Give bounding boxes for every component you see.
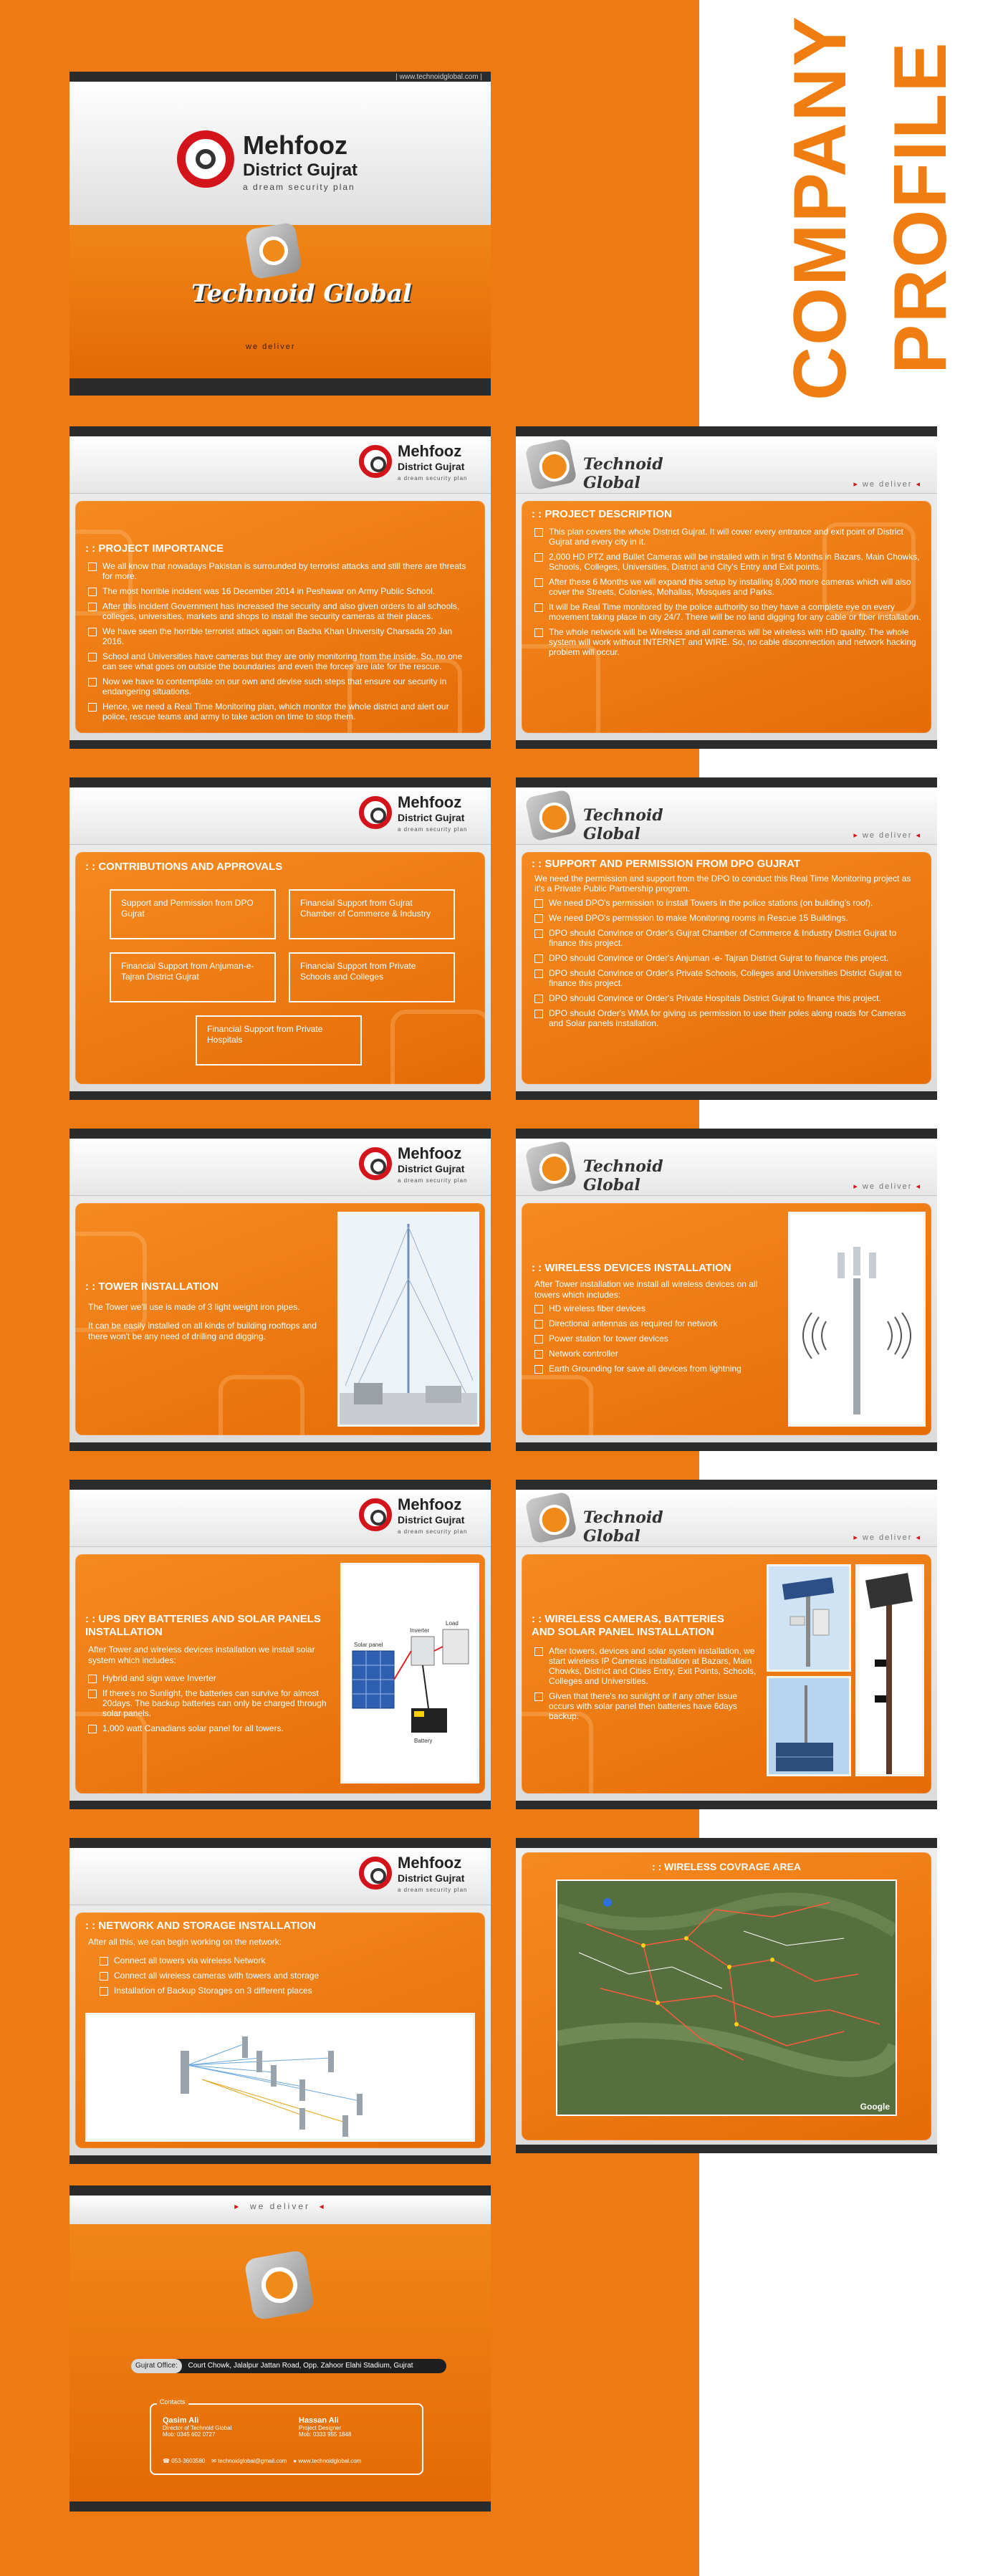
slide-project-importance — [69, 426, 491, 749]
mehfooz-logo — [359, 1143, 481, 1190]
list-item: Directional antennas as required for network — [534, 1318, 778, 1328]
deliver-text: we deliver — [249, 2201, 311, 2211]
mehfooz-tagline: a dream security plan — [243, 182, 355, 192]
logo-title: Mehfooz — [398, 442, 462, 460]
logo-subtitle: District Gujrat — [398, 812, 465, 823]
list-item: DPO should Convince or Order's Anjuman -e- Tajran District Gujrat to finance this project. — [534, 953, 921, 963]
logo-wordmark: Technoid Global — [583, 806, 663, 843]
tower-solar-photo — [767, 1676, 851, 1776]
logo-wordmark: Technoid Global — [583, 1157, 663, 1194]
technoid-emblem-icon — [524, 438, 577, 491]
list-item: After these 6 Months we will expand this setup by installing 8,000 more cameras which will also cover the Streets, Colonies, Mohallas, Mosques and Parks. — [534, 577, 921, 597]
office-address: Court Chowk, Jalalpur Jattan Road, Opp. Zahoor Elahi Stadium, Gujrat — [188, 2362, 413, 2370]
logo-title: Mehfooz — [398, 1495, 462, 1513]
pole-camera-photo — [855, 1564, 924, 1776]
mehfooz-subtitle: District Gujrat — [243, 161, 358, 180]
section-title: : : WIRELESS COVRAGE AREA — [652, 1861, 801, 1872]
logo-title: Mehfooz — [398, 1854, 462, 1872]
technoid-logo — [529, 441, 715, 492]
logo-wordmark: Technoid Global — [583, 455, 663, 492]
slide-cover — [69, 72, 491, 396]
logo-tagline: a dream security plan — [398, 1528, 468, 1535]
office-label: Gujrat Office: — [131, 2359, 182, 2373]
list-item: The whole network will be Wireless and all cameras will be wireless with HD quality. The whole system will work without INTERNET and WIRE. So, no cable disconnection and network hacking problem will occur. — [534, 627, 921, 657]
mehfooz-title: Mehfooz — [243, 130, 347, 160]
technoid-emblem-icon — [244, 2249, 315, 2321]
section-title: : : WIRELESS DEVICES INSTALLATION — [532, 1262, 731, 1274]
tower-solar-icon — [769, 1678, 849, 1774]
slide-cameras — [516, 1480, 937, 1809]
section-title: : : SUPPORT AND PERMISSION FROM DPO GUJRAT — [532, 858, 801, 870]
list-item: This plan covers the whole District Gujrat. It will cover every entrance and exit point of District Gujrat and every city in it. — [534, 527, 921, 547]
person-name: Qasim Ali — [163, 2416, 199, 2425]
slide-contributions — [69, 777, 491, 1100]
section-title: : : WIRELESS CAMERAS, BATTERIES AND SOLAR PANEL INSTALLATION — [532, 1613, 724, 1638]
phone-icon: ☎ — [163, 2458, 170, 2464]
contribution-box: Financial Support from Private Schools and Colleges — [289, 952, 455, 1002]
list-item: 1,000 watt Canadians solar panel for all towers. — [88, 1723, 329, 1733]
contribution-box: Financial Support from Gujrat Chamber of Commerce & Industry — [289, 889, 455, 939]
contact-footer — [163, 2458, 361, 2464]
mehfooz-emblem-icon — [359, 1857, 392, 1890]
logo-wordmark: Technoid Global — [583, 1508, 663, 1546]
coverage-map[interactable] — [556, 1880, 897, 2116]
slide-ups-solar — [69, 1480, 491, 1809]
pole-camera-icon — [858, 1566, 922, 1774]
technoid-logo — [529, 1143, 715, 1194]
section-title: : : CONTRIBUTIONS AND APPROVALS — [85, 861, 283, 873]
diagram-label: Load — [446, 1620, 459, 1627]
email-link[interactable]: technoidglobal@gmail.com — [218, 2458, 287, 2464]
section-title: : : PROJECT DESCRIPTION — [532, 508, 672, 520]
list-item: HD wireless fiber devices — [534, 1303, 778, 1313]
email-icon: ✉ — [211, 2458, 216, 2464]
logo-subtitle: District Gujrat — [398, 461, 465, 472]
tower-illustration — [340, 1214, 477, 1425]
mehfooz-logo — [359, 1494, 481, 1541]
tagline-we-deliver: ▸ we deliver ◂ — [853, 830, 921, 840]
solar-camera-icon — [769, 1566, 849, 1670]
list-item: Connect all towers via wireless Network — [100, 1955, 472, 1965]
slide-project-description — [516, 426, 937, 749]
wireless-tower-image — [788, 1212, 926, 1427]
contacts-box — [150, 2398, 423, 2475]
technoid-emblem-icon — [524, 1140, 577, 1193]
slide-network — [69, 1838, 491, 2164]
technoid-logo — [529, 792, 715, 843]
list-item: DPO should Convince or Order's Private Schools, Colleges and Universities District Gujrat to finance this project. — [534, 968, 921, 988]
tagline-we-deliver: ▸ we deliver ◂ — [234, 2201, 326, 2211]
list-item: Now we have to contemplate on our own and devise such steps that ensure our security in endangering situations. — [88, 676, 475, 696]
list-item: We have seen the horrible terrorist attack again on Bacha Khan University Charsada 20 Jan 2016. — [88, 626, 475, 646]
logo-tagline: a dream security plan — [398, 475, 468, 482]
contacts-label: Contacts — [157, 2398, 188, 2405]
list-item: Installation of Backup Storages on 3 different places — [100, 1986, 472, 1996]
title-line-company: COMPANY — [779, 15, 862, 401]
mehfooz-logo — [359, 1852, 481, 1900]
office-address-bar — [131, 2359, 446, 2373]
contribution-box: Financial Support from Private Hospitals — [196, 1015, 362, 1066]
map-credit: Google — [860, 2102, 890, 2112]
intro-text: After Tower installation we install all wireless devices on all towers which includes: — [534, 1279, 758, 1300]
list-item: Network controller — [534, 1349, 778, 1359]
mehfooz-emblem-icon — [359, 796, 392, 829]
list-item: School and Universities have cameras but they are only monitoring from the inside. So, no one can see what goes on outside the boundaries and even the forces are late for the rescue. — [88, 651, 475, 671]
network-diagram — [85, 2013, 475, 2142]
antenna-tower-icon — [790, 1214, 923, 1425]
body-text: It can be easily installed on all kinds of building rooftops and there won't be any need of drilling and digging. — [88, 1321, 317, 1341]
person-mobile: Mob: 0345 602 0727 — [163, 2431, 216, 2438]
company-profile-title — [781, 7, 974, 408]
list-item: Hybrid and sign wave Inverter — [88, 1673, 329, 1683]
tagline-we-deliver: ▸ we deliver ◂ — [853, 1182, 921, 1191]
mehfooz-logo — [359, 792, 481, 839]
list-item: We all know that nowadays Pakistan is surrounded by terrorist attacks and still there are threats for more. — [88, 561, 475, 581]
contribution-box: Financial Support from Anjuman-e-Tajran District Gujrat — [110, 952, 276, 1002]
tagline-we-deliver: we deliver — [246, 343, 296, 351]
title-line-profile: PROFILE — [879, 41, 962, 375]
slide-wireless-devices — [516, 1129, 937, 1451]
mehfooz-emblem-icon — [359, 445, 392, 478]
technoid-wordmark: Technoid Global — [191, 279, 412, 308]
section-title: : : PROJECT IMPORTANCE — [85, 542, 224, 555]
list-item: It will be Real Time monitored by the police authority so they have a complete eye on every movement taking place in city 24/7. There will be no land digging for any cable or fiber installation. — [534, 602, 921, 622]
web-icon: ● — [293, 2458, 297, 2464]
list-item: 2,000 HD PTZ and Bullet Cameras will be installed with in first 6 Months in Bazars, Main Chowks, Schools, Colleges, Universities, District and City's Entry and Exit points. — [534, 552, 921, 572]
web-link[interactable]: www.technoidglobal.com — [298, 2458, 362, 2464]
list-item: DPO should Convince or Order's Gujrat Chamber of Commerce & Industry District Gujrat to finance this project. — [534, 928, 921, 948]
list-item: After towers, devices and solar system installation, we start wireless IP Cameras installation at Bazars, Main Chowks, District and Cities Entry, Exit Points, Schools, Colleges and Universities. — [534, 1646, 758, 1686]
logo-tagline: a dream security plan — [398, 826, 468, 833]
logo-tagline: a dream security plan — [398, 1887, 468, 1893]
contribution-box: Support and Permission from DPO Gujrat — [110, 889, 276, 939]
logo-subtitle: District Gujrat — [398, 1514, 465, 1526]
map-routes — [557, 1881, 896, 2115]
list-item: Connect all wireless cameras with towers and storage — [100, 1971, 472, 1981]
body-text: The Tower we'll use is made of 3 light weight iron pipes. — [88, 1302, 300, 1312]
mehfooz-emblem-icon — [359, 1147, 392, 1180]
tagline-we-deliver: ▸ we deliver ◂ — [853, 479, 921, 489]
logo-title: Mehfooz — [398, 1144, 462, 1162]
slide-coverage — [516, 1838, 937, 2153]
list-item: DPO should Order's WMA for giving us permission to use their poles along roads for Cameras and Solar panels installation. — [534, 1008, 921, 1028]
mehfooz-logo — [177, 128, 392, 192]
person-name: Hassan Ali — [299, 2416, 339, 2425]
mehfooz-emblem-icon — [359, 1498, 392, 1531]
diagram-label: Solar panel — [354, 1642, 383, 1648]
list-item: If there's no Sunlight, the batteries can survive for almost 20days. The backup batteries can only be charged through solar panels. — [88, 1688, 329, 1718]
logo-title: Mehfooz — [398, 793, 462, 811]
intro-text: After all this, we can begin working on the network: — [88, 1937, 282, 1947]
tagline-we-deliver: ▸ we deliver ◂ — [853, 1533, 921, 1542]
section-title: : : UPS DRY BATTERIES AND SOLAR PANELS INSTALLATION — [85, 1613, 321, 1638]
list-item: DPO should Convince or Order's Private Hospitals District Gujrat to finance this project. — [534, 993, 921, 1003]
mehfooz-logo — [359, 441, 481, 488]
network-topology-diagram — [87, 2015, 473, 2140]
person-role: Director of Technoid Global — [163, 2425, 232, 2431]
list-item: After this incident Government has increased the security and also given orders to all schools, colleges, universities, markets and shops to install the security cameras at their places. — [88, 601, 475, 621]
phone-number[interactable]: 053-3603580 — [171, 2458, 206, 2464]
slide-tower — [69, 1129, 491, 1451]
technoid-emblem-icon — [524, 1491, 577, 1544]
website-link[interactable]: | www.technoidglobal.com | — [395, 73, 482, 81]
contact-person-1 — [163, 2416, 231, 2438]
diagram-label: Inverter — [410, 1627, 430, 1634]
logo-subtitle: District Gujrat — [398, 1872, 465, 1884]
intro-text: After Tower and wireless devices installation we install solar system which includes: — [88, 1644, 315, 1665]
technoid-logo — [529, 1494, 715, 1546]
list-item: We need DPO's permission to make Monitoring rooms in Rescue 15 Buildings. — [534, 913, 921, 923]
solar-diagram — [340, 1563, 479, 1783]
solar-system-diagram — [342, 1565, 477, 1781]
mehfooz-emblem-icon — [177, 130, 234, 188]
person-mobile: Mob: 0333 955 1848 — [299, 2431, 352, 2438]
person-role: Project Designer — [299, 2425, 342, 2431]
list-item: Earth Grounding for save all devices from lightning — [534, 1364, 778, 1374]
section-title: : : NETWORK AND STORAGE INSTALLATION — [85, 1920, 316, 1932]
list-item: The most horrible incident was 16 December 2014 in Peshawar on Army Public School. — [88, 586, 475, 596]
list-item: Given that there's no sunlight or if any other issue occurs with solar panel then batteries have 6days backup. — [534, 1691, 758, 1721]
intro-text: We need the permission and support from the DPO to conduct this Real Time Monitoring project as it's a Private Public Partnership program. — [534, 873, 911, 894]
tower-photo — [337, 1212, 479, 1427]
diagram-label: Battery — [414, 1738, 433, 1744]
technoid-emblem-icon — [244, 221, 302, 279]
logo-subtitle: District Gujrat — [398, 1163, 465, 1174]
section-title: : : TOWER INSTALLATION — [85, 1280, 219, 1293]
logo-tagline: a dream security plan — [398, 1177, 468, 1184]
list-item: Hence, we need a Real Time Monitoring plan, which monitor the whole district and alert our police, rescue teams and army to take action on time to stop them. — [88, 702, 475, 722]
list-item: Power station for tower devices — [534, 1334, 778, 1344]
list-item: We need DPO's permission to install Towers in the police stations (on building's roof). — [534, 898, 921, 908]
slide-dpo-support — [516, 777, 937, 1100]
contact-person-2 — [299, 2416, 351, 2438]
slide-contact — [69, 2185, 491, 2512]
solar-camera-photo — [767, 1564, 851, 1672]
technoid-emblem-icon — [524, 789, 577, 842]
